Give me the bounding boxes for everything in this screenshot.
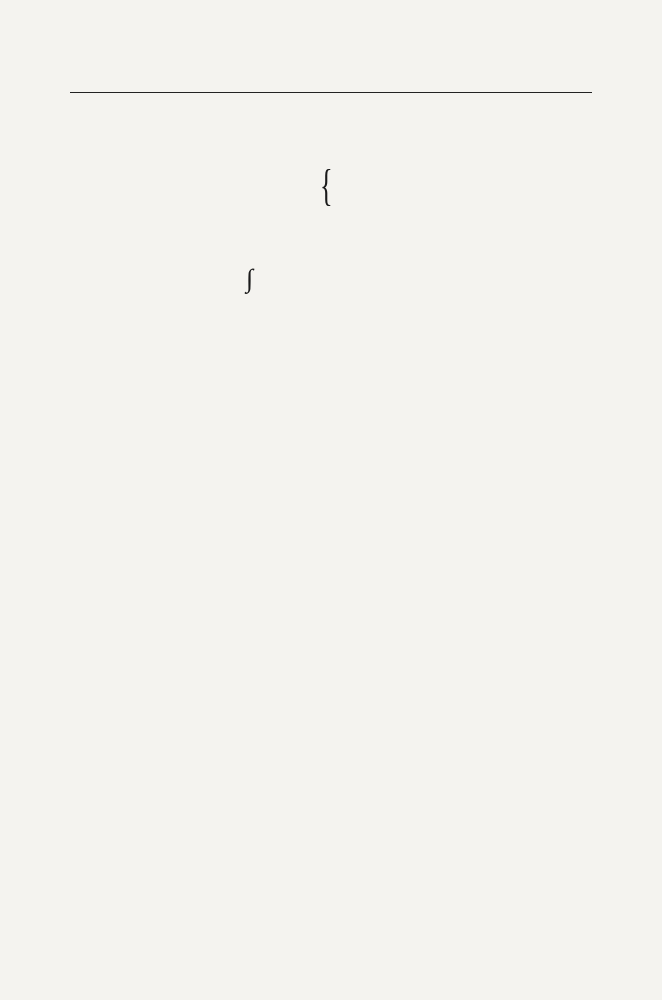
integral-sign: ∫ — [246, 264, 254, 293]
eq55-brace: { — [320, 161, 333, 210]
header-rule — [70, 92, 592, 93]
